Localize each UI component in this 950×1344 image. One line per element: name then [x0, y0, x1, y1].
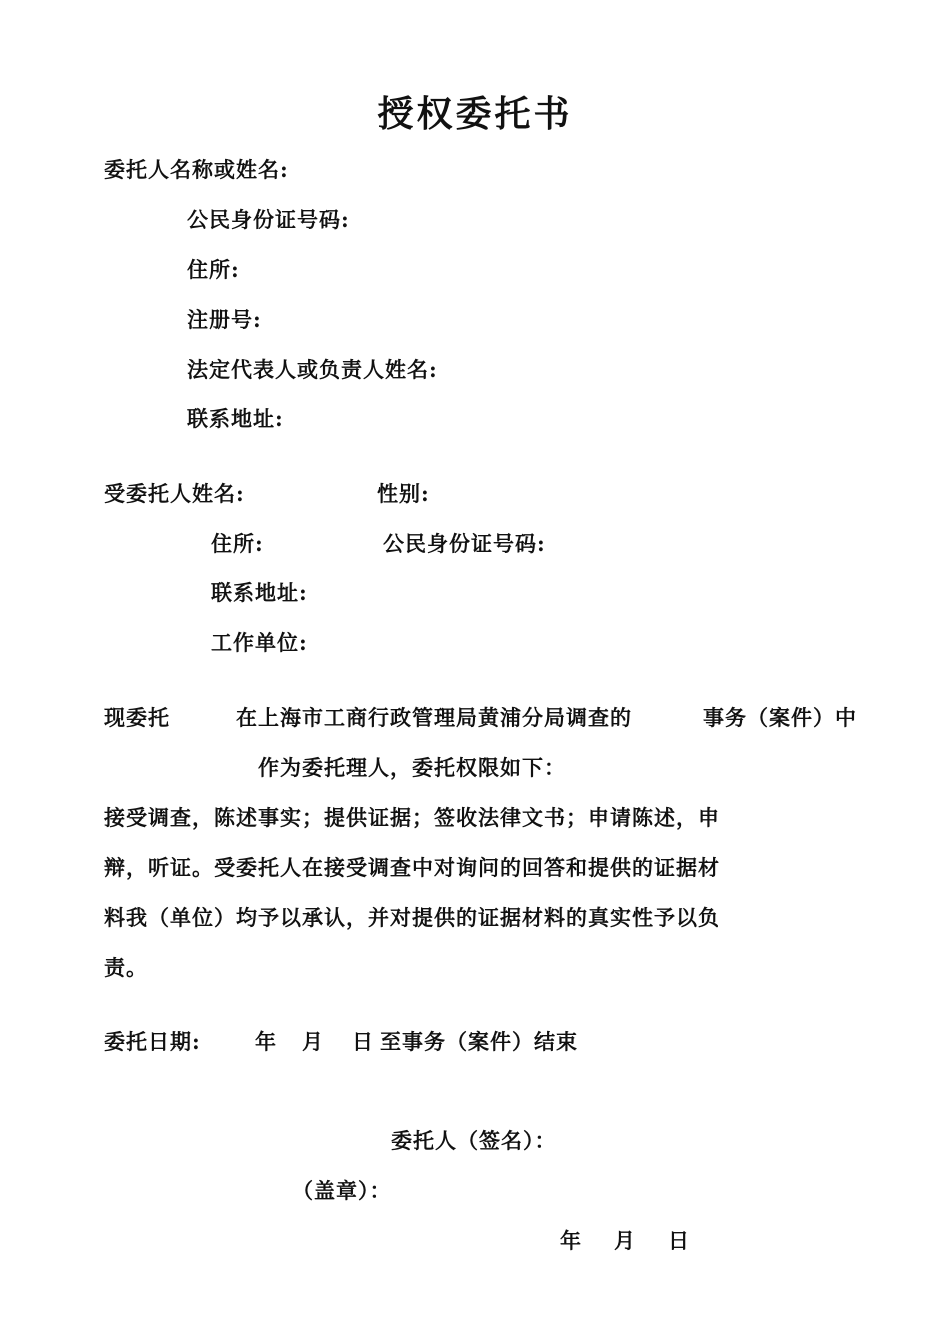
- authorization-line1-start: 现委托: [104, 705, 170, 730]
- principal-contact-label: 联系地址:: [187, 406, 284, 431]
- authorization-body-line: 接受调查，陈述事实；提供证据；签收法律文书；申请陈述，申: [104, 805, 720, 830]
- signature-day-label: 日: [668, 1228, 690, 1253]
- authorization-body-line: 责。: [104, 955, 148, 980]
- agent-address-label: 住所:: [211, 531, 264, 556]
- authorization-line2: 作为委托理人，委托权限如下：: [258, 755, 566, 780]
- authorization-line1-end: 事务（案件）中: [703, 705, 857, 730]
- document-title: 授权委托书: [377, 93, 573, 135]
- authorization-line1-middle: 在上海市工商行政管理局黄浦分局调查的: [236, 705, 632, 730]
- agent-work-label: 工作单位:: [211, 630, 308, 655]
- date-day-label: 日: [352, 1029, 374, 1054]
- seal-label: （盖章）：: [292, 1178, 392, 1203]
- signature-year-label: 年: [560, 1228, 582, 1253]
- principal-name-label: 委托人名称或姓名:: [104, 157, 289, 182]
- agent-gender-label: 性别:: [377, 481, 430, 506]
- authorization-body-line: 料我（单位）均予以承认，并对提供的证据材料的真实性予以负: [104, 905, 720, 930]
- signature-month-label: 月: [614, 1228, 636, 1253]
- signature-label: 委托人（签名）：: [391, 1128, 557, 1153]
- agent-contact-label: 联系地址:: [211, 580, 308, 605]
- agent-name-label: 受委托人姓名:: [104, 481, 245, 506]
- date-month-label: 月: [302, 1029, 324, 1054]
- principal-registration-label: 注册号:: [187, 307, 262, 332]
- date-label: 委托日期:: [104, 1029, 201, 1054]
- date-until-label: 至事务（案件）结束: [380, 1029, 578, 1054]
- authorization-body-line: 辩，听证。受委托人在接受调查中对询问的回答和提供的证据材: [104, 855, 720, 880]
- principal-address-label: 住所:: [187, 257, 240, 282]
- agent-id-label: 公民身份证号码:: [383, 531, 546, 556]
- principal-id-label: 公民身份证号码:: [187, 207, 350, 232]
- principal-legal-rep-label: 法定代表人或负责人姓名:: [187, 357, 438, 382]
- date-year-label: 年: [255, 1029, 277, 1054]
